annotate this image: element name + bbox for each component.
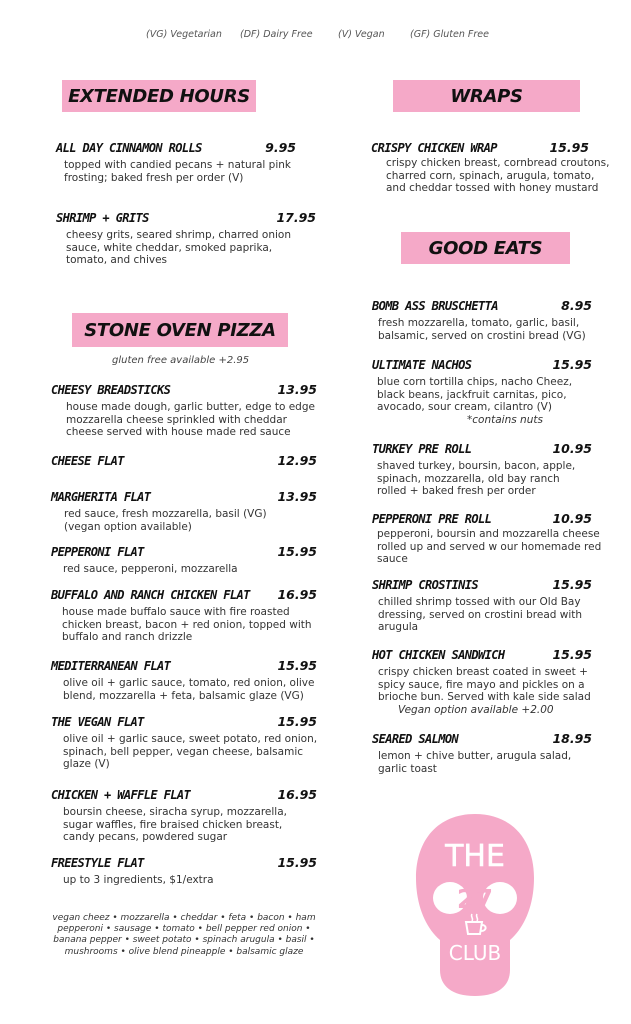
item-description: blue corn tortilla chips, nacho Cheez, black beans, jackfruit carnitas, pico, avocado, sour cream, cilantro (V) — [377, 376, 573, 414]
item-price: 16.95 — [277, 587, 317, 602]
item-name: CHEESY BREADSTICKS — [51, 383, 171, 397]
menu-item — [56, 140, 296, 184]
menu-item — [372, 647, 592, 716]
item-description: house made buffalo sauce with fire roasted chicken breast, bacon + red onion, topped with buffalo and ranch drizzle — [62, 606, 312, 644]
item-description: boursin cheese, siracha syrup, mozzarella, sugar waffles, fire braised chicken breast, candy pecans, powdered sugar — [63, 806, 287, 844]
item-price: 10.95 — [552, 511, 592, 526]
item-name: PEPPERONI FLAT — [51, 545, 144, 559]
item-price: 12.95 — [277, 453, 317, 468]
menu-item — [51, 855, 317, 887]
item-name: PEPPERONI PRE ROLL — [372, 512, 492, 526]
menu-item — [51, 658, 317, 702]
item-price: 15.95 — [277, 658, 317, 673]
item-name: CHICKEN + WAFFLE FLAT — [51, 788, 191, 802]
menu-item — [372, 731, 592, 775]
item-price: 8.95 — [561, 298, 592, 313]
item-description: fresh mozzarella, tomato, garlic, basil, balsamic, served on crostini bread (VG) — [378, 317, 586, 342]
legend-vegan: (V) Vegan — [338, 29, 385, 40]
item-name: ULTIMATE NACHOS — [372, 358, 472, 372]
item-name: HOT CHICKEN SANDWICH — [372, 648, 505, 662]
item-name: BOMB ASS BRUSCHETTA — [372, 299, 498, 313]
gluten-free-note: gluten free available +2.95 — [112, 355, 250, 366]
item-price: 15.95 — [277, 855, 317, 870]
item-description: crispy chicken breast, cornbread croutons, charred corn, spinach, arugula, tomato, and cheddar tossed with honey mustard — [386, 157, 610, 195]
item-description: shaved turkey, boursin, bacon, apple, spinach, mozzarella, old bay ranch rolled + baked fresh per order — [377, 460, 576, 498]
item-name: CRISPY CHICKEN WRAP — [371, 141, 497, 155]
item-note: Vegan option available +2.00 — [398, 703, 554, 716]
item-price: 15.95 — [552, 357, 592, 372]
logo-text-club: CLUB — [448, 941, 502, 965]
item-price: 15.95 — [277, 714, 317, 729]
item-price: 18.95 — [552, 731, 592, 746]
item-price: 15.95 — [549, 140, 589, 155]
menu-item — [51, 382, 317, 439]
menu-item — [372, 357, 592, 426]
menu-item — [372, 298, 592, 342]
section-banner-extended-hours — [62, 80, 256, 112]
item-description: cheesy grits, seared shrimp, charred onion sauce, white cheddar, smoked paprika, tomato, and chives — [66, 229, 291, 267]
section-title-good-eats: GOOD EATS — [428, 237, 543, 259]
item-price: 9.95 — [265, 140, 296, 155]
menu-item — [51, 714, 317, 771]
item-description: lemon + chive butter, arugula salad, garlic toast — [378, 750, 572, 775]
item-name: SHRIMP + GRITS — [56, 211, 149, 225]
logo-text-the: THE — [445, 839, 505, 874]
item-description: house made dough, garlic butter, edge to edge mozzarella cheese sprinkled with cheddar cheese served with house made red sauce — [66, 401, 315, 439]
item-price: 15.95 — [277, 544, 317, 559]
item-name: TURKEY PRE ROLL — [372, 442, 472, 456]
menu-item — [372, 441, 592, 498]
menu-item — [372, 511, 602, 566]
menu-item — [51, 544, 317, 576]
item-name: FREESTYLE FLAT — [51, 856, 144, 870]
item-price: 15.95 — [552, 577, 592, 592]
menu-item — [372, 577, 592, 634]
menu-item — [56, 210, 316, 267]
item-description: red sauce, fresh mozzarella, basil (VG) (vegan option available) — [64, 508, 267, 533]
legend-vegetarian: (VG) Vegetarian — [146, 29, 222, 40]
item-description: topped with candied pecans + natural pink frosting; baked fresh per order (V) — [64, 159, 291, 184]
menu-item — [51, 587, 317, 644]
item-description: chilled shrimp tossed with our Old Bay dressing, served on crostini bread with arugula — [378, 596, 583, 634]
item-description: pepperoni, boursin and mozzarella cheese rolled up and served w our homemade red sauce — [377, 528, 602, 566]
item-note: *contains nuts — [467, 413, 543, 426]
menu-item — [371, 140, 610, 195]
item-name: BUFFALO AND RANCH CHICKEN FLAT — [51, 588, 250, 602]
the-27-club-logo — [410, 810, 540, 1000]
menu-item — [51, 453, 317, 468]
item-name: MEDITERRANEAN FLAT — [51, 659, 171, 673]
menu-item — [51, 787, 317, 844]
item-name: ALL DAY CINNAMON ROLLS — [56, 141, 202, 155]
section-title-stone-oven-pizza: STONE OVEN PIZZA — [84, 319, 276, 341]
item-name: CHEESE FLAT — [51, 454, 124, 468]
item-price: 13.95 — [277, 382, 317, 397]
item-name: SHRIMP CROSTINIS — [372, 578, 478, 592]
section-banner-stone-oven-pizza — [72, 313, 288, 347]
item-price: 15.95 — [552, 647, 592, 662]
item-price: 10.95 — [552, 441, 592, 456]
logo-text-27: 27 — [456, 885, 494, 915]
item-price: 16.95 — [277, 787, 317, 802]
legend-dairy-free: (DF) Dairy Free — [240, 29, 313, 40]
section-title-extended-hours: EXTENDED HOURS — [68, 85, 250, 107]
item-price: 13.95 — [277, 489, 317, 504]
item-description: up to 3 ingredients, $1/extra — [63, 874, 214, 886]
section-banner-good-eats — [401, 232, 570, 264]
item-description: crispy chicken breast coated in sweet + spicy sauce, fire mayo and pickles on a brioche bun. Served with kale side salad — [378, 666, 591, 704]
item-description: olive oil + garlic sauce, tomato, red onion, olive blend, mozzarella + feta, balsamic glaze (VG) — [63, 677, 315, 702]
item-name: MARGHERITA FLAT — [51, 490, 151, 504]
item-price: 17.95 — [276, 210, 316, 225]
section-title-wraps: WRAPS — [450, 85, 523, 107]
item-description: olive oil + garlic sauce, sweet potato, red onion, spinach, bell pepper, vegan cheese, balsamic glaze (V) — [63, 733, 318, 771]
item-name: THE VEGAN FLAT — [51, 715, 144, 729]
item-description: red sauce, pepperoni, mozzarella — [63, 563, 238, 575]
legend-gluten-free: (GF) Gluten Free — [410, 29, 489, 40]
item-name: SEARED SALMON — [372, 732, 459, 746]
toppings-list: vegan cheez • mozzarella • cheddar • feta • bacon • ham pepperoni • sausage • tomato • bell pepper red onion • banana pepper • sweet potato • spinach arugula • basil • mushrooms • olive blend pineapple • balsamic glaze — [52, 913, 316, 957]
section-banner-wraps — [393, 80, 580, 112]
menu-item — [51, 489, 317, 533]
